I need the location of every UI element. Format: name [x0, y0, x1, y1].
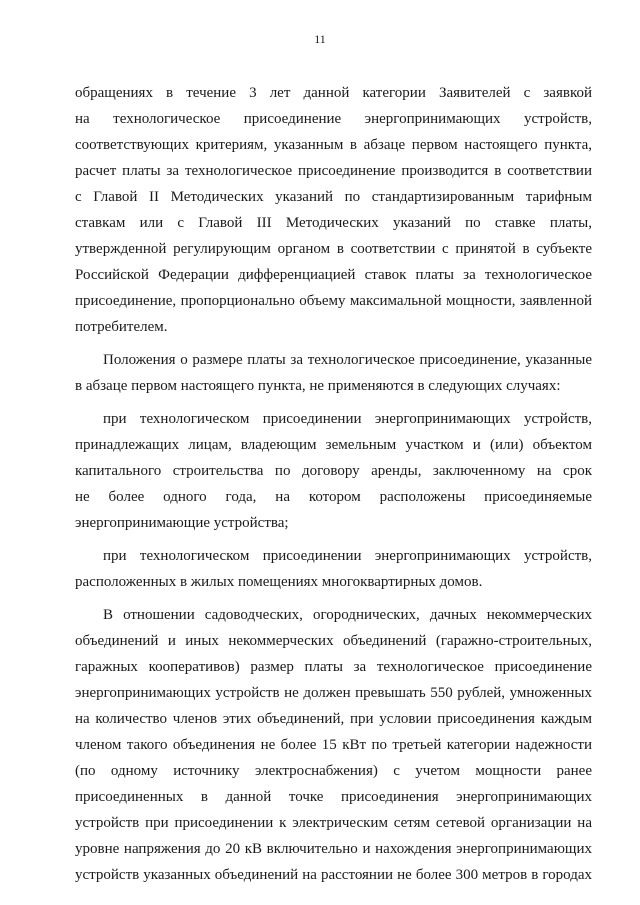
text-line: обращениях в течение 3 лет данной категории Заявителей с заявкой	[75, 85, 592, 101]
text-line: на количество членов этих объединений, при условии присоединения каждым	[75, 711, 592, 727]
text-line: при технологическом присоединении энергопринимающих устройств,	[103, 548, 592, 564]
text-line: утвержденной регулирующим органом в соответствии с принятой в субъекте	[75, 241, 592, 257]
text-line: капитального строительства по договору аренды, заключенному на срок	[75, 463, 592, 479]
text-line: В отношении садоводческих, огороднических, дачных некоммерческих	[103, 607, 592, 623]
text-line: уровне напряжения до 20 кВ включительно и нахождения энергопринимающих	[75, 841, 592, 857]
page-number: 11	[314, 32, 326, 46]
text-line: потребителем.	[75, 319, 168, 335]
text-line: (по одному источнику электроснабжения) с учетом мощности ранее	[75, 763, 592, 779]
text-line: ставкам или с Главой III Методических указаний по ставке платы,	[75, 215, 592, 231]
text-line: объединений и иных некоммерческих объединений (гаражно-строительных,	[75, 633, 592, 649]
text-line: принадлежащих лицам, владеющим земельным участком и (или) объектом	[75, 437, 592, 453]
text-line: расчет платы за технологическое присоединение производится в соответствии	[75, 163, 592, 179]
text-line: не более одного года, на котором расположены присоединяемые	[75, 489, 592, 505]
document-body	[75, 80, 592, 888]
text-line: на технологическое присоединение энергопринимающих устройств,	[75, 111, 592, 127]
text-line: с Главой II Методических указаний по стандартизированным тарифным	[75, 189, 592, 205]
text-line: устройств при присоединении к электрическим сетям сетевой организации на	[75, 815, 592, 831]
text-line: присоединенных в данной точке присоединения энергопринимающих	[75, 789, 592, 805]
text-line: Российской Федерации дифференциацией ставок платы за технологическое	[75, 267, 592, 283]
text-line: устройств указанных объединений на расстоянии не более 300 метров в городах	[75, 867, 592, 883]
text-line: энергопринимающих устройств не должен превышать 550 рублей, умноженных	[75, 685, 592, 701]
text-line: расположенных в жилых помещениях многоквартирных домов.	[75, 574, 483, 590]
text-line: гаражных кооперативов) размер платы за технологическое присоединение	[75, 659, 592, 675]
text-line: энергопринимающие устройства;	[75, 515, 289, 531]
text-line: соответствующих критериям, указанным в абзаце первом настоящего пункта,	[75, 137, 592, 153]
text-line: членом такого объединения не более 15 кВт по третьей категории надежности	[75, 737, 592, 753]
text-line: Положения о размере платы за технологическое присоединение, указанные	[103, 352, 592, 368]
text-line: присоединение, пропорционально объему максимальной мощности, заявленной	[75, 293, 592, 309]
text-line: в абзаце первом настоящего пункта, не применяются в следующих случаях:	[75, 378, 561, 394]
text-line: при технологическом присоединении энергопринимающих устройств,	[103, 411, 592, 427]
